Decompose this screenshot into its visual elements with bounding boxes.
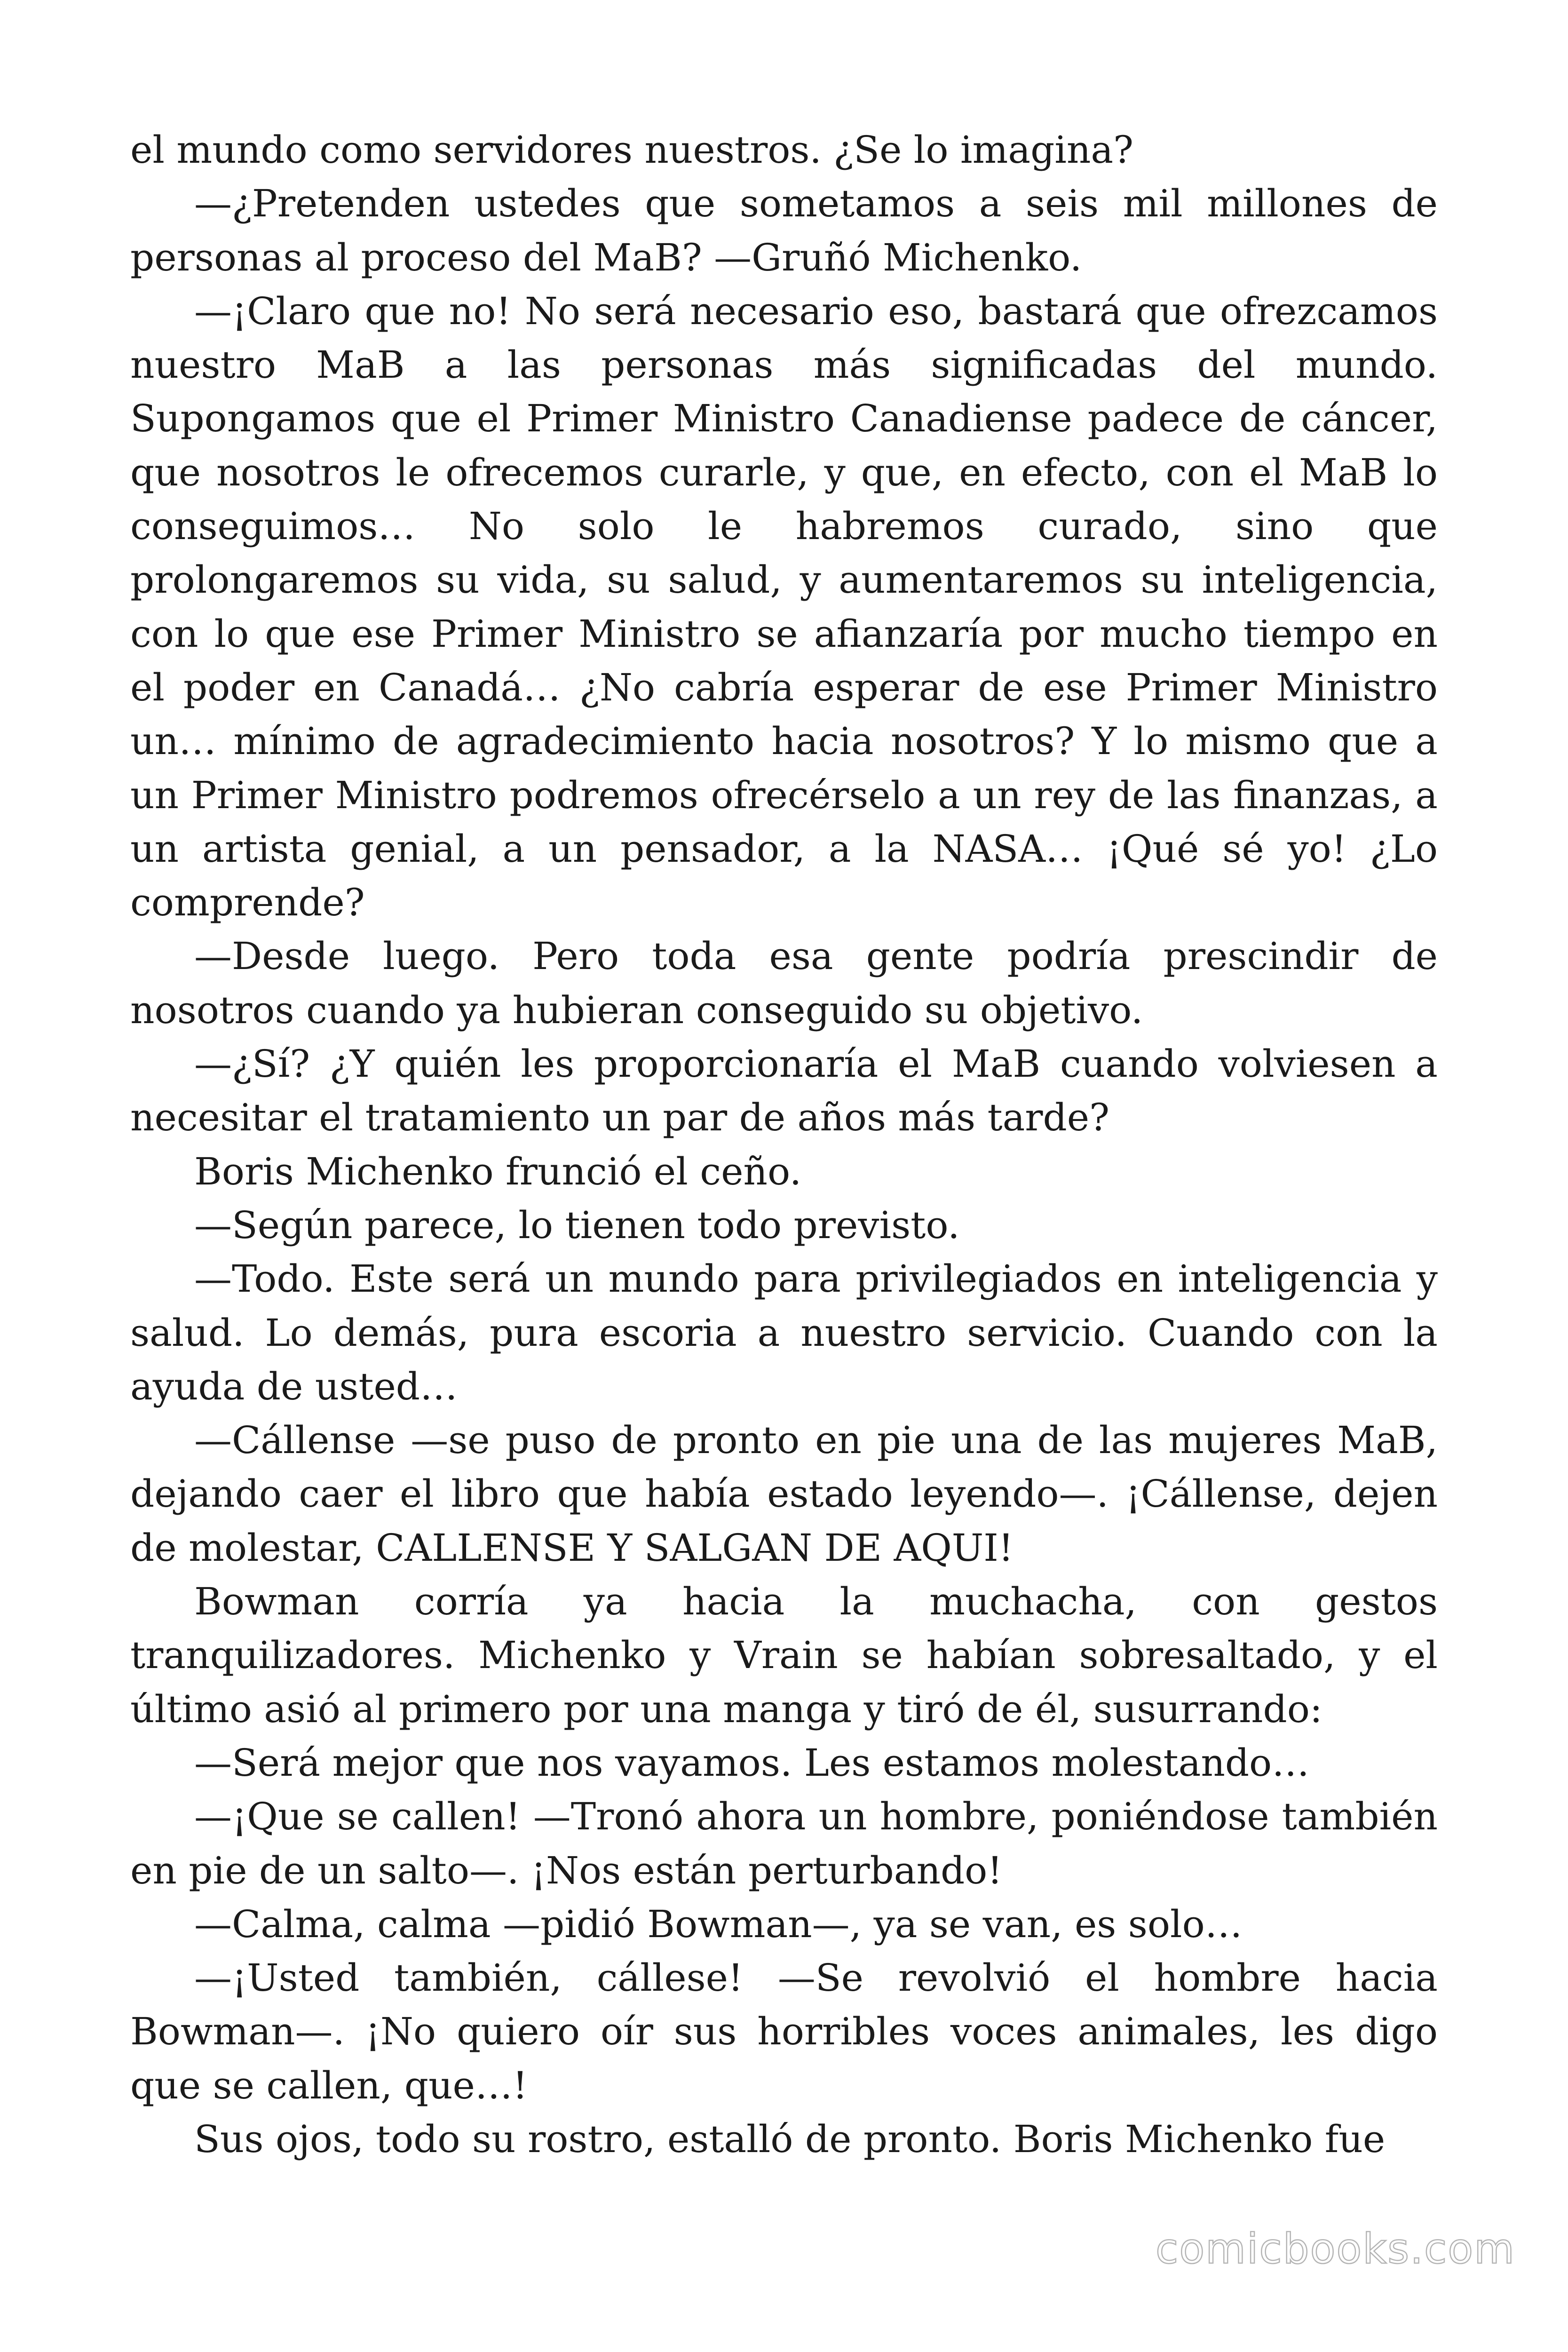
paragraph: —Calma, calma —pidió Bowman—, ya se van, es solo… <box>194 1902 1243 1946</box>
paragraph: —¿Sí? ¿Y quién les proporcionaría el MaB cuando volviesen a necesitar el tratamiento un par de años más tarde? <box>130 1042 1438 1140</box>
paragraph: —Todo. Este será un mundo para privilegiados en inteligencia y salud. Lo demás, pura escoria a nuestro servicio. Cuando con la ayuda de usted… <box>130 1257 1438 1408</box>
paragraph: —¡Claro que no! No será necesario eso, bastará que ofrezcamos nuestro MaB a las personas más significadas del mundo. Supongamos que el Primer Ministro Canadiense padece de cáncer, que nosotros le ofrecemos curarle, y que, en efecto, con el MaB lo conseguimos… No solo le habremos curado, sino que prolongaremos su vida, su salud, y aumentaremos su inteligencia, con lo que ese Primer Ministro se afianzaría por mucho tiempo en el poder en Canadá… ¿No cabría esperar de ese Primer Ministro un… mínimo de agradecimiento hacia nosotros? Y lo mismo que a un Primer Ministro podremos ofrecérselo a un rey de las finanzas, a un artista genial, a un pensador, a la NASA… ¡Qué sé yo! ¿Lo comprende? <box>130 289 1438 925</box>
paragraph: —¿Pretenden ustedes que sometamos a seis mil millones de personas al proceso del MaB? —Gruñó Michenko. <box>130 182 1438 279</box>
body-text <box>130 123 1438 2166</box>
paragraph: Bowman corría ya hacia la muchacha, con gestos tranquilizadores. Michenko y Vrain se habían sobresaltado, y el último asió al primero por una manga y tiró de él, susurrando: <box>130 1580 1438 1731</box>
paragraph: Sus ojos, todo su rostro, estalló de pronto. Boris Michenko fue <box>194 2117 1386 2161</box>
paragraph: —¡Que se callen! —Tronó ahora un hombre, poniéndose también en pie de un salto—. ¡Nos están perturbando! <box>130 1795 1438 1892</box>
site-watermark: comicbooks.com <box>1155 2225 1515 2273</box>
paragraph: —Según parece, lo tienen todo previsto. <box>194 1203 960 1247</box>
paragraph: el mundo como servidores nuestros. ¿Se lo imagina? <box>130 128 1133 172</box>
paragraph: —¡Usted también, cállese! —Se revolvió el hombre hacia Bowman—. ¡No quiero oír sus horribles voces animales, les digo que se callen, que…! <box>130 1956 1438 2107</box>
paragraph: —Desde luego. Pero toda esa gente podría prescindir de nosotros cuando ya hubieran conseguido su objetivo. <box>130 934 1438 1032</box>
paragraph: —Cállense —se puso de pronto en pie una de las mujeres MaB, dejando caer el libro que había estado leyendo—. ¡Cállense, dejen de molestar, CALLENSE Y SALGAN DE AQUI! <box>130 1418 1438 1570</box>
paragraph: Boris Michenko frunció el ceño. <box>194 1149 802 1193</box>
paragraph: —Será mejor que nos vayamos. Les estamos molestando… <box>194 1740 1310 1785</box>
